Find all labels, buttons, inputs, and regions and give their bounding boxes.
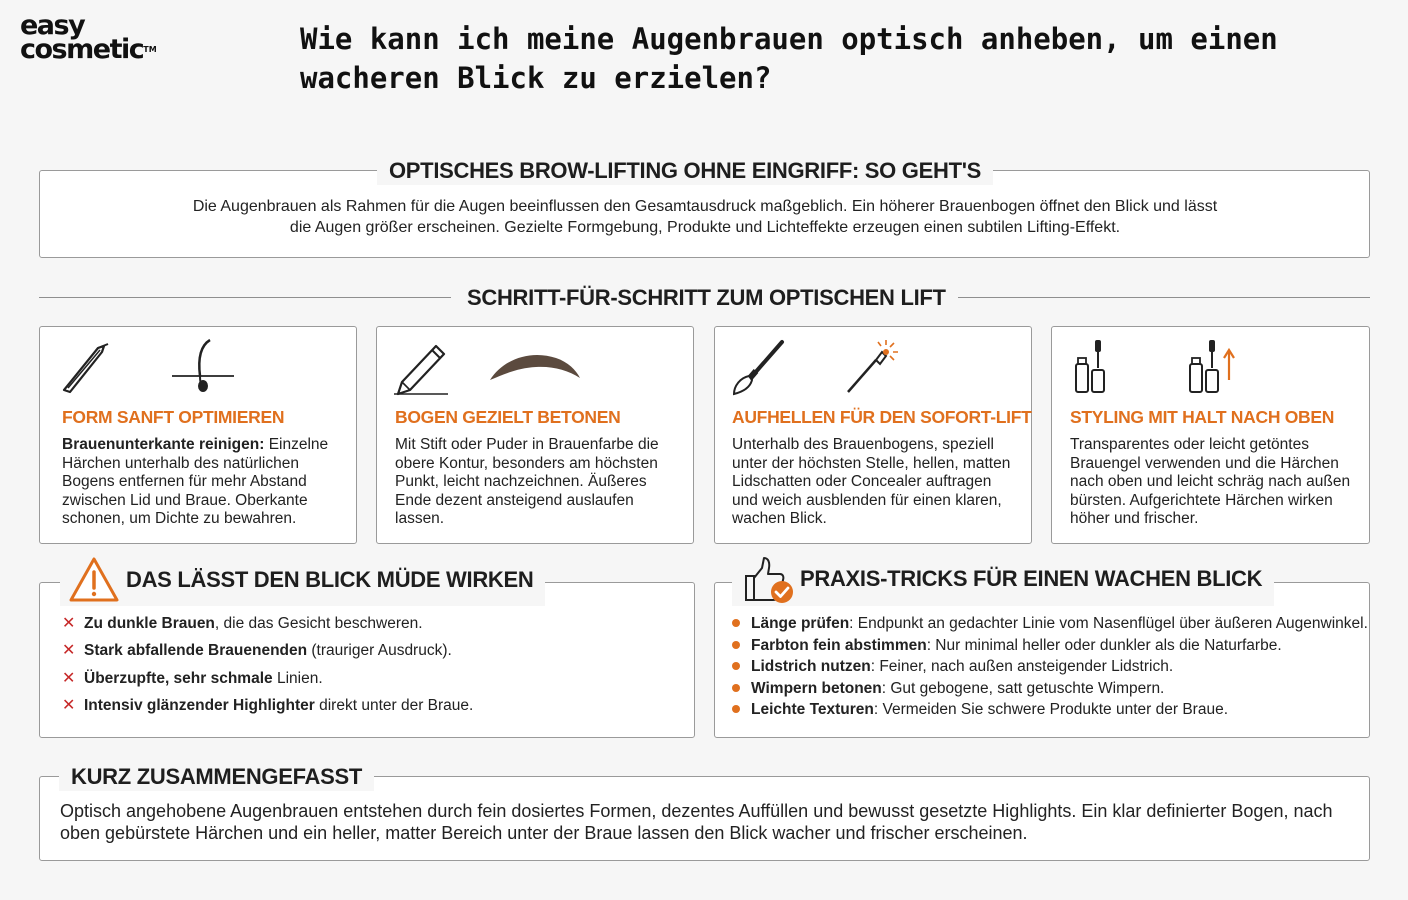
step-1-text [62,436,342,529]
brand-line-2 [20,34,190,65]
bullet-dot-icon [732,684,740,692]
cross-icon: ✕ [62,669,76,687]
list-item [62,610,473,637]
donts-heading: DAS LÄSST DEN BLICK MÜDE WIRKEN [126,567,534,592]
tips-heading-wrap [732,554,1274,606]
hair-follicle-icon [170,338,236,394]
tips-item-rest: : Endpunkt an gedachter Linie vom Nasenflügel über äußeren Augenwinkel. [849,615,1368,632]
summary-text: Optisch angehobene Augenbrauen entstehen durch fein dosiertes Formen, dezentes Auffüllen und bewusst gesetzte Highlights. Ein klar definierter Bogen, nach oben gebürstete Härchen und ein heller, matter Bereich unter der Braue lassen den Blick wacher und frischer erscheinen. [60,801,1333,843]
cross-icon: ✕ [62,642,76,660]
list-item [732,613,1368,635]
tips-item-bold: Länge prüfen [751,615,850,632]
page-title: Wie kann ich meine Augenbrauen optisch anheben, um einen wacheren Blick zu erzielen? [300,22,1278,95]
step-4-title: STYLING MIT HALT NACH OBEN [1070,407,1335,427]
step-3-text: Unterhalb des Brauenbogens, speziell unter der höchsten Stelle, hellen, matten Lidschatten oder Concealer auftragen und weich ausblenden für einen klaren, wachen Blick. [732,436,1011,528]
list-item [732,656,1368,678]
tips-item-bold: Wimpern betonen [751,679,882,697]
step-1-lead: Brauenunterkante reinigen: [62,436,265,453]
warning-icon [68,556,120,604]
list-item [62,692,473,719]
brow-gel-up-icon [1184,338,1240,396]
brand-line-1: easy [20,10,85,41]
tips-item-rest: : Feiner, nach außen ansteigender Lidstrich. [870,658,1174,676]
list-item [62,637,473,664]
donts-item-rest: direkt unter der Braue. [314,696,474,714]
tips-item-bold: Lidstrich nutzen [751,658,871,676]
tips-item-rest: : Vermeiden Sie schwere Produkte unter der Braue. [873,701,1228,719]
cross-icon: ✕ [62,615,76,632]
bullet-dot-icon [732,619,740,627]
thumbs-up-check-icon [740,554,796,604]
step-1-body: Einzelne Härchen unterhalb des natürlichen Bogens entfernen für mehr Abstand zwischen Lid und Braue. Oberkante schonen, um Dichte zu bewahren. [62,436,329,528]
intro-heading: OPTISCHES BROW-LIFTING OHNE EINGRIFF: SO GEHT'S [377,157,993,185]
step-4-text: Transparentes oder leicht getöntes Brauengel verwenden und die Härchen nach oben und leicht schräg nach außen bürsten. Aufgerichtete Härchen wirken höher und frischer. [1070,436,1351,528]
step-2-text: Mit Stift oder Puder in Brauenfarbe die obere Kontur, besonders am höchsten Punkt, leicht nachzeichnen. Äußeres Ende dezent ansteigend auslaufen lassen. [395,436,659,528]
list-item [732,678,1368,700]
donts-item-bold: Intensiv glänzender Highlighter [84,696,315,714]
steps-divider-right [958,297,1370,298]
list-item [732,635,1368,657]
brand-logo [20,10,190,74]
donts-item-bold: Stark abfallende Brauenenden [84,642,308,660]
intro-text: Die Augenbrauen als Rahmen für die Augen beeinflussen den Gesamtausdruck maßgeblich. Ein höherer Brauenbogen öffnet den Blick und lässt die Augen größer erscheinen. Gezielte Formgebung, Produkte und Lichteffekte erzeugen einen subtilen Lifting-Effekt. [192,198,1218,236]
list-item [62,665,473,692]
brow-pencil-icon [392,338,450,396]
donts-heading-wrap [60,556,545,606]
tweezers-icon [58,340,112,394]
step-1-title: FORM SANFT OPTIMIEREN [62,407,285,427]
bullet-dot-icon [732,641,740,649]
donts-item-rest: , die das Gesicht beschweren. [214,615,423,632]
donts-item-bold: Überzupfte, sehr schmale [84,669,273,687]
donts-list [62,610,473,719]
steps-heading: SCHRITT-FÜR-SCHRITT ZUM OPTISCHEN LIFT [455,284,958,312]
bullet-dot-icon [732,705,740,713]
list-item [732,699,1368,721]
donts-item-rest: (trauriger Ausdruck). [307,642,452,660]
highlighter-wand-icon [842,338,902,396]
step-3-title: AUFHELLEN FÜR DEN SOFORT-LIFT [732,407,1032,427]
brow-gel-icon [1070,338,1110,396]
cross-icon: ✕ [62,696,76,714]
steps-divider-left [39,297,451,298]
summary-heading: KURZ ZUSAMMENGEFASST [59,763,374,791]
brand-line-2-text: cosmetic [20,34,144,65]
tips-item-bold: Leichte Texturen [751,701,874,719]
bullet-dot-icon [732,662,740,670]
eyebrow-icon [486,350,582,384]
step-2-title: BOGEN GEZIELT BETONEN [395,407,621,427]
donts-item-bold: Zu dunkle Brauen [84,615,215,632]
tips-list [732,613,1368,721]
tips-item-bold: Farbton fein abstimmen [751,636,927,654]
tips-item-rest: : Nur minimal heller oder dunkler als die Naturfarbe. [926,636,1282,654]
donts-item-rest: Linien. [272,669,323,687]
brand-tm: TM [143,45,157,54]
tips-heading: PRAXIS-TRICKS FÜR EINEN WACHEN BLICK [800,566,1263,591]
tips-item-rest: : Gut gebogene, satt getuschte Wimpern. [881,679,1165,697]
concealer-brush-icon [730,338,790,396]
